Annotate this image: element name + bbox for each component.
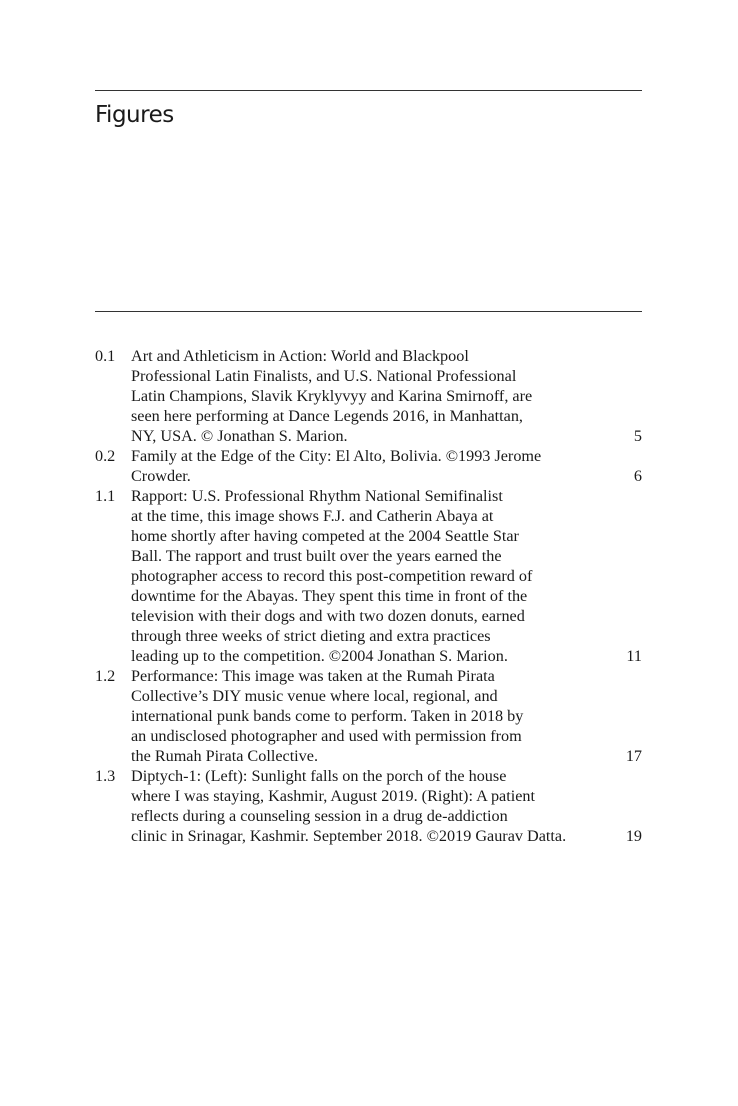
page-number: 17 bbox=[625, 747, 642, 765]
figure-caption bbox=[131, 446, 642, 486]
caption-line: photographer access to record this post-competition reward of bbox=[131, 567, 533, 585]
caption-line: where I was staying, Kashmir, August 2019. (Right): A patient bbox=[131, 787, 535, 805]
caption-line: Ball. The rapport and trust built over the years earned the bbox=[131, 547, 502, 565]
figure-number: 0.1 bbox=[95, 347, 116, 365]
figure-number: 1.1 bbox=[95, 487, 116, 505]
figure-entry bbox=[95, 486, 642, 666]
figure-entry bbox=[95, 766, 642, 846]
caption-line: leading up to the competition. ©2004 Jonathan S. Marion. bbox=[131, 647, 508, 665]
caption-line: international punk bands come to perform. Taken in 2018 by bbox=[131, 707, 524, 725]
caption-line: NY, USA. © Jonathan S. Marion. bbox=[131, 427, 348, 445]
caption-line: television with their dogs and with two dozen donuts, earned bbox=[131, 607, 525, 625]
figure-number: 1.2 bbox=[95, 667, 116, 685]
figure-caption bbox=[131, 486, 642, 666]
caption-last-line bbox=[131, 746, 642, 766]
page-number: 5 bbox=[633, 427, 642, 445]
caption-line: Collective’s DIY music venue where local, regional, and bbox=[131, 687, 498, 705]
caption-line: an undisclosed photographer and used with permission from bbox=[131, 727, 522, 745]
caption-last-line bbox=[131, 646, 642, 666]
caption-line: Crowder. bbox=[131, 467, 191, 485]
figure-caption bbox=[131, 666, 642, 766]
caption-line: Diptych-1: (Left): Sunlight falls on the porch of the house bbox=[131, 767, 507, 785]
caption-last-line bbox=[131, 466, 642, 486]
page-number: 6 bbox=[633, 467, 642, 485]
figure-caption bbox=[131, 346, 642, 446]
caption-line: the Rumah Pirata Collective. bbox=[131, 747, 319, 765]
caption-line: Rapport: U.S. Professional Rhythm National Semifinalist bbox=[131, 487, 503, 505]
caption-last-line bbox=[131, 426, 642, 446]
caption-line: clinic in Srinagar, Kashmir. September 2018. ©2019 Gaurav Datta. bbox=[131, 827, 567, 845]
caption-line: Professional Latin Finalists, and U.S. National Professional bbox=[131, 367, 517, 385]
caption-line: through three weeks of strict dieting and extra practices bbox=[131, 627, 491, 645]
top-rule bbox=[95, 90, 642, 91]
figure-number: 0.2 bbox=[95, 447, 116, 465]
page-number: 19 bbox=[625, 827, 642, 845]
page-number: 11 bbox=[626, 647, 642, 665]
section-rule bbox=[95, 311, 642, 312]
caption-line: seen here performing at Dance Legends 2016, in Manhattan, bbox=[131, 407, 523, 425]
caption-line: Family at the Edge of the City: El Alto, Bolivia. ©1993 Jerome bbox=[131, 447, 542, 465]
figure-caption bbox=[131, 766, 642, 846]
page-heading: Figures bbox=[95, 102, 174, 128]
figure-entry bbox=[95, 346, 642, 446]
caption-last-line bbox=[131, 826, 642, 846]
caption-line: at the time, this image shows F.J. and Catherin Abaya at bbox=[131, 507, 494, 525]
figure-list bbox=[95, 346, 642, 846]
figure-number: 1.3 bbox=[95, 767, 116, 785]
figure-entry bbox=[95, 446, 642, 486]
caption-line: Performance: This image was taken at the Rumah Pirata bbox=[131, 667, 495, 685]
caption-line: Latin Champions, Slavik Kryklyvyy and Karina Smirnoff, are bbox=[131, 387, 533, 405]
caption-line: home shortly after having competed at the 2004 Seattle Star bbox=[131, 527, 519, 545]
caption-line: Art and Athleticism in Action: World and Blackpool bbox=[131, 347, 469, 365]
caption-line: downtime for the Abayas. They spent this time in front of the bbox=[131, 587, 528, 605]
caption-line: reflects during a counseling session in a drug de-addiction bbox=[131, 807, 508, 825]
figure-entry bbox=[95, 666, 642, 766]
